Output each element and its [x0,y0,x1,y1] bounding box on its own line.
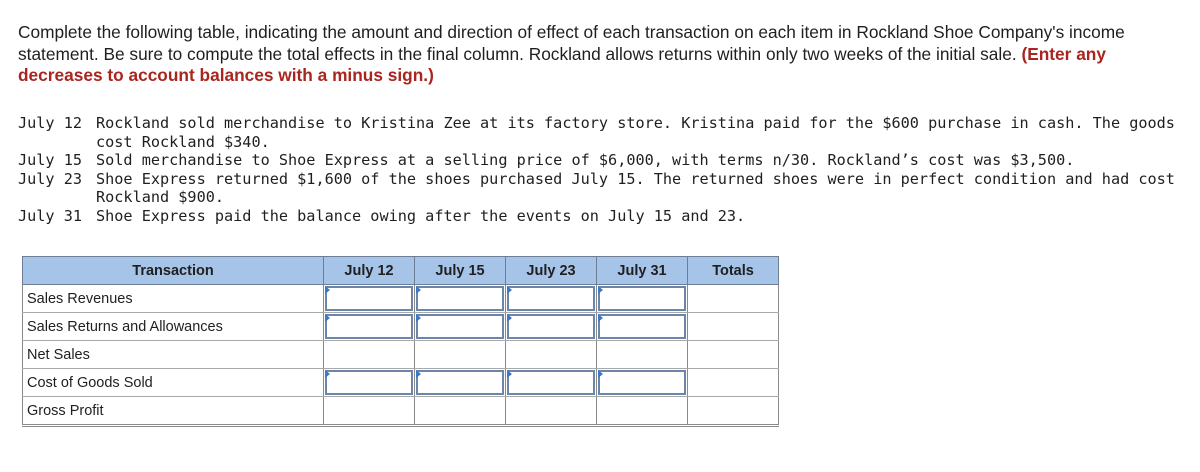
cell-totals[interactable] [688,313,779,341]
header-totals: Totals [688,257,779,285]
cell-totals[interactable] [688,369,779,397]
event-text: Rockland sold merchandise to Kristina Zee at its factory store. Kristina paid for the $600 purchase in cash. The goods cost Rockland $340. [96,114,1175,151]
cell-july-12 [324,369,415,397]
event-date: July 23 [18,169,83,188]
amount-input-july-23[interactable] [507,370,595,395]
cell-july-23 [506,313,597,341]
cell-july-23[interactable] [506,341,597,369]
amount-input-july-31[interactable] [598,314,686,339]
header-july-31: July 31 [597,257,688,285]
cell-july-15 [415,369,506,397]
amount-input-july-15[interactable] [416,314,504,339]
event-date: July 15 [18,151,83,170]
amount-input-july-31[interactable] [598,286,686,311]
cell-july-15 [415,313,506,341]
amount-input-july-15[interactable] [416,286,504,311]
instructions-emphasis: (Enter any decreases to account balances with a minus sign.) [18,43,1106,85]
cell-july-12[interactable] [324,397,415,426]
event-date: July 31 [18,206,83,225]
row-label: Net Sales [23,341,324,369]
cell-july-23[interactable] [506,397,597,426]
cell-july-12 [324,285,415,313]
amount-input-july-15[interactable] [416,370,504,395]
cell-july-31 [597,313,688,341]
events-list [18,114,1183,226]
amount-input-july-23[interactable] [507,314,595,339]
event-text: Shoe Express paid the balance owing after the events on July 15 and 23. [96,206,746,225]
cell-totals[interactable] [688,341,779,369]
row-label: Gross Profit [23,397,324,426]
cell-july-23 [506,369,597,397]
cell-july-23 [506,285,597,313]
amount-input-july-12[interactable] [325,370,413,395]
event-text: Sold merchandise to Shoe Express at a selling price of $6,000, with terms n/30. Rockland’s cost was $3,500. [96,151,1075,170]
event-text: Shoe Express returned $1,600 of the shoes purchased July 15. The returned shoes were in perfect condition and had cost Rockland $900. [96,169,1175,207]
cell-july-31 [597,369,688,397]
table-row [23,285,779,313]
event-date: July 12 [18,114,83,132]
cell-july-31 [597,285,688,313]
cell-totals[interactable] [688,285,779,313]
cell-july-31[interactable] [597,341,688,369]
cell-july-15[interactable] [415,341,506,369]
cell-july-12 [324,313,415,341]
row-label: Cost of Goods Sold [23,369,324,397]
event-item [18,207,1183,226]
cell-totals[interactable] [688,397,779,426]
table-header-row [23,257,779,285]
event-item [18,151,1183,170]
row-label: Sales Returns and Allowances [23,313,324,341]
table-row [23,341,779,369]
amount-input-july-12[interactable] [325,314,413,339]
event-item [18,170,1183,207]
table-row [23,397,779,426]
amount-input-july-12[interactable] [325,286,413,311]
instructions [18,22,1178,87]
header-transaction: Transaction [23,257,324,285]
cell-july-12[interactable] [324,341,415,369]
table-row [23,369,779,397]
instructions-text: Complete the following table, indicating the amount and direction of effect of each transaction on each item in Rockland Shoe Company's income statement. Be sure to compute the total effects in the final column. Rockland allows returns within only two weeks of the initial sale. [18,22,1125,64]
cell-july-31[interactable] [597,397,688,426]
amount-input-july-23[interactable] [507,286,595,311]
row-label: Sales Revenues [23,285,324,313]
event-item [18,114,1183,151]
income-effect-table [22,256,779,427]
amount-input-july-31[interactable] [598,370,686,395]
header-july-15: July 15 [415,257,506,285]
cell-july-15 [415,285,506,313]
header-july-23: July 23 [506,257,597,285]
table-row [23,313,779,341]
cell-july-15[interactable] [415,397,506,426]
header-july-12: July 12 [324,257,415,285]
